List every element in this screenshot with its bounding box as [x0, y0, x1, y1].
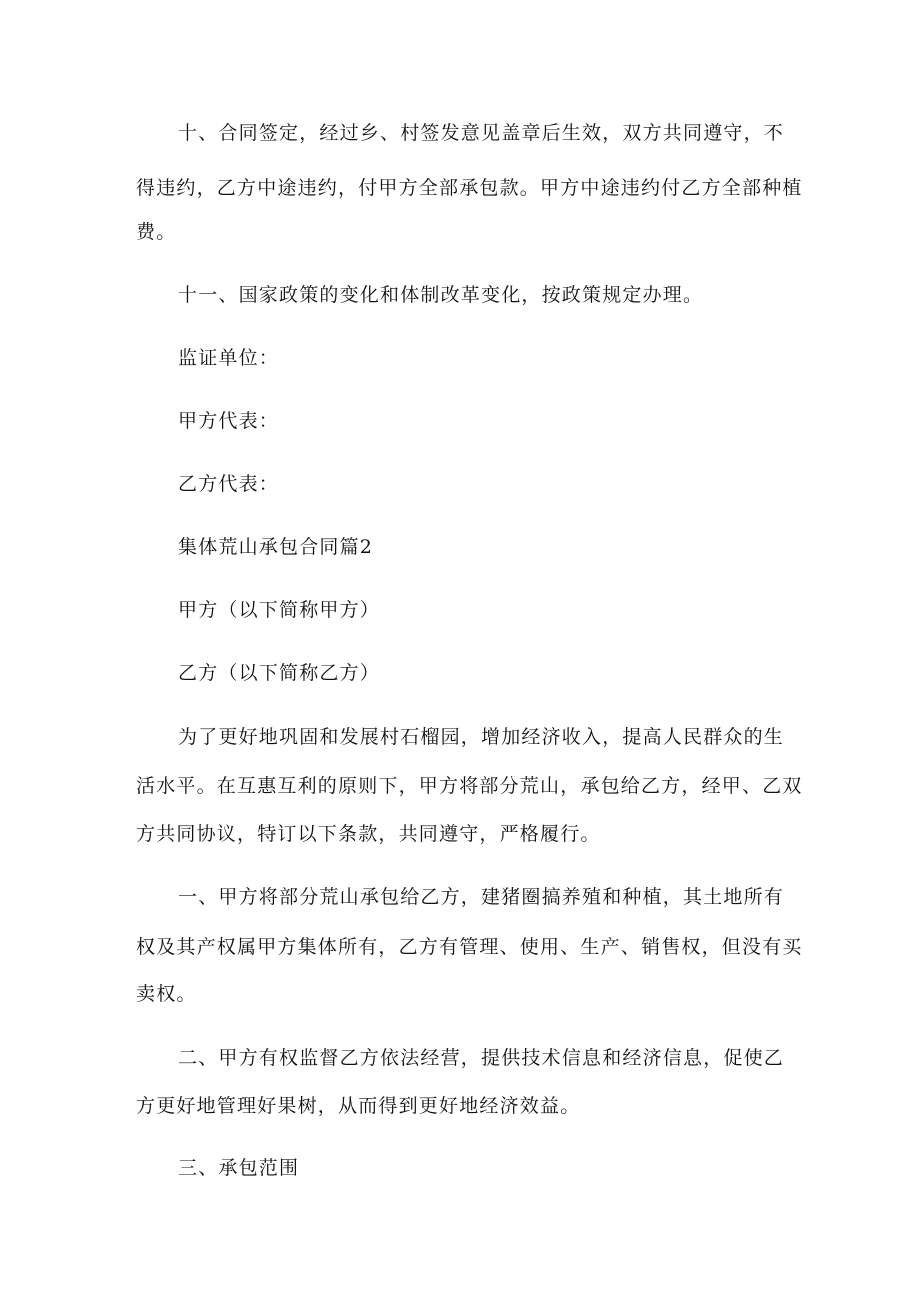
clause-1-line-1: 一、甲方将部分荒山承包给乙方，建猪圈搞养殖和种植，其土地所有: [178, 886, 785, 908]
intro-line-3: 方共同协议，特订以下条款，共同遵守，严格履行。: [136, 823, 601, 845]
clause-2-line-2: 方更好地管理好果树，从而得到更好地经济效益。: [136, 1095, 581, 1117]
clause-10-line-1: 十、合同签定，经过乡、村签发意见盖章后生效，双方共同遵守，不: [178, 122, 785, 144]
intro-line-2: 活水平。在互惠互利的原则下，甲方将部分荒山，承包给乙方，经甲、乙双: [136, 775, 803, 797]
clause-11: 十一、国家政策的变化和体制改革变化，按政策规定办理。: [178, 284, 704, 306]
clause-10-line-3: 费。: [136, 221, 177, 243]
party-b-representative-label: 乙方代表：: [178, 473, 280, 495]
clause-10-line-2: 得违约，乙方中途违约，付甲方全部承包款。甲方中途违约付乙方全部种植: [136, 177, 803, 199]
party-a-line: 甲方（以下简称甲方）: [178, 599, 381, 621]
party-b-line: 乙方（以下简称乙方）: [178, 662, 381, 684]
clause-1-line-3: 卖权。: [136, 983, 197, 1005]
witness-unit-label: 监证单位：: [178, 347, 280, 369]
clause-3-heading: 三、承包范围: [178, 1157, 300, 1179]
clause-1-line-2: 权及其产权属甲方集体所有，乙方有管理、使用、生产、销售权，但没有买: [136, 936, 803, 958]
intro-line-1: 为了更好地巩固和发展村石榴园，增加经济收入，提高人民群众的生: [178, 726, 785, 748]
section-title: 集体荒山承包合同篇2: [178, 536, 374, 558]
clause-2-line-1: 二、甲方有权监督乙方依法经营，提供技术信息和经济信息，促使乙: [178, 1047, 785, 1069]
party-a-representative-label: 甲方代表：: [178, 410, 280, 432]
